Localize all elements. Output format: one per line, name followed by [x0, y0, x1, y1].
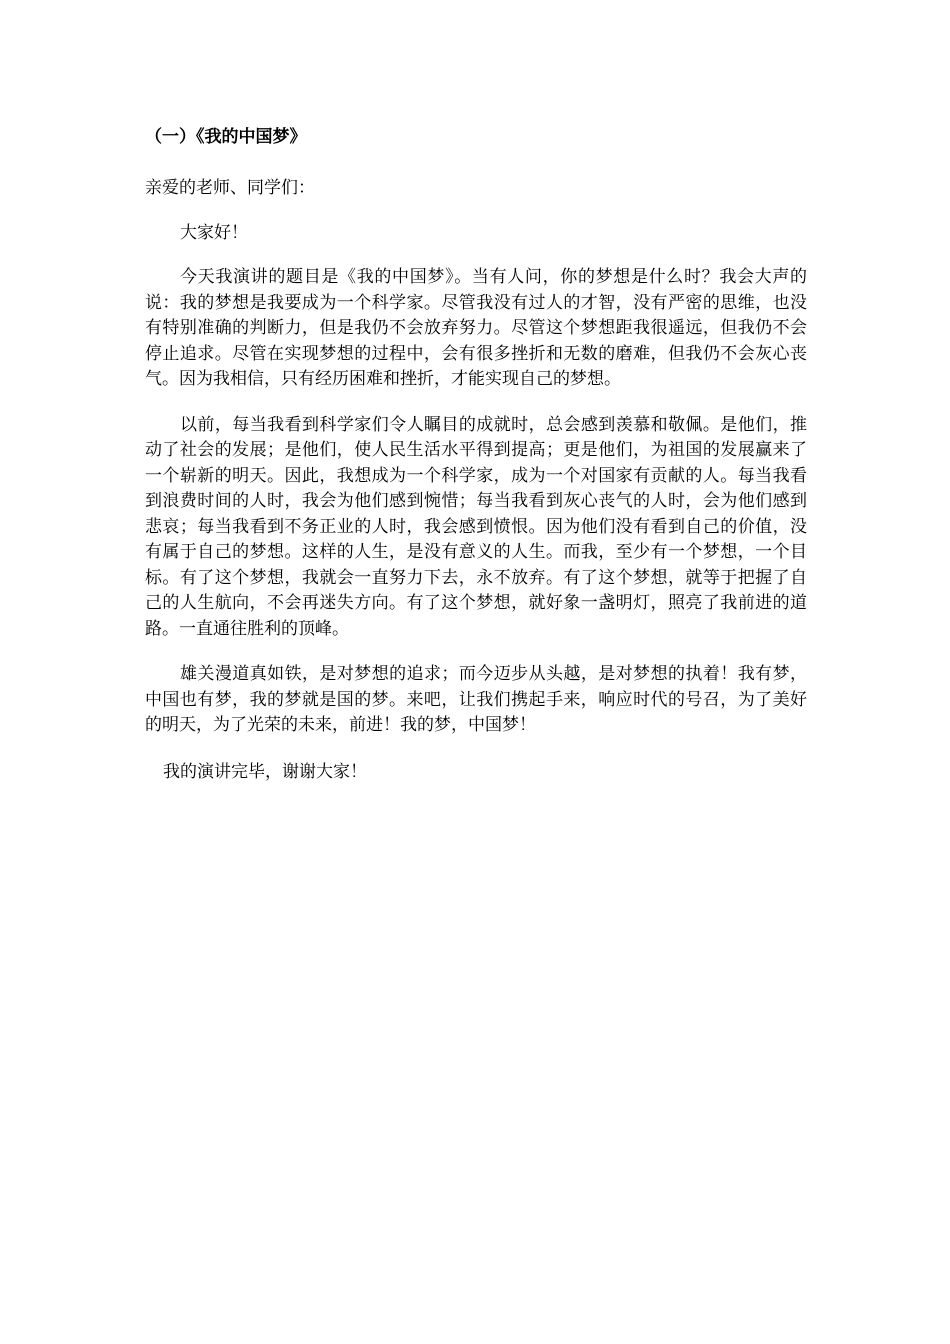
paragraph-2: 以前，每当我看到科学家们令人瞩目的成就时，总会感到羡慕和敬佩。是他们，推动了社会的发展；是他们，使人民生活水平得到提高；更是他们，为祖国的发展赢来了一个崭新的明天。因此，我想成为一个科学家，成为一个对国家有贡献的人。每当我看到浪费时间的人时，我会为他们感到惋惜；每当我看到灰心丧气的人时，会为他们感到悲哀；每当我看到不务正业的人时，我会感到愤恨。因为他们没有看到自己的价值，没有属于自己的梦想。这样的人生，是没有意义的人生。而我，至少有一个梦想，一个目标。有了这个梦想，我就会一直努力下去，永不放弃。有了这个梦想，就等于把握了自己的人生航向，不会再迷失方向。有了这个梦想，就好象一盏明灯，照亮了我前进的道路。一直通往胜利的顶峰。	[145, 414, 807, 639]
document-title: （一）《我的中国梦》	[145, 127, 307, 147]
closing-line: 我的演讲完毕，谢谢大家！	[163, 761, 367, 782]
document-body	[145, 124, 807, 785]
greeting: 大家好！	[180, 223, 248, 243]
salutation: 亲爱的老师、同学们：	[145, 178, 315, 198]
paragraph-3: 雄关漫道真如铁，是对梦想的追求；而今迈步从头越，是对梦想的执着！我有梦，中国也有梦，我的梦就是国的梦。来吧，让我们携起手来，响应时代的号召，为了美好的明天，为了光荣的未来，前进！我的梦，中国梦！	[145, 664, 807, 735]
paragraph-1: 今天我演讲的题目是《我的中国梦》。当有人问，你的梦想是什么时？我会大声的说：我的梦想是我要成为一个科学家。尽管我没有过人的才智，没有严密的思维，也没有特别准确的判断力，但是我仍不会放弃努力。尽管这个梦想距我很遥远，但我仍不会停止追求。尽管在实现梦想的过程中，会有很多挫折和无数的磨难，但我仍不会灰心丧气。因为我相信，只有经历困难和挫折，才能实现自己的梦想。	[145, 267, 807, 389]
